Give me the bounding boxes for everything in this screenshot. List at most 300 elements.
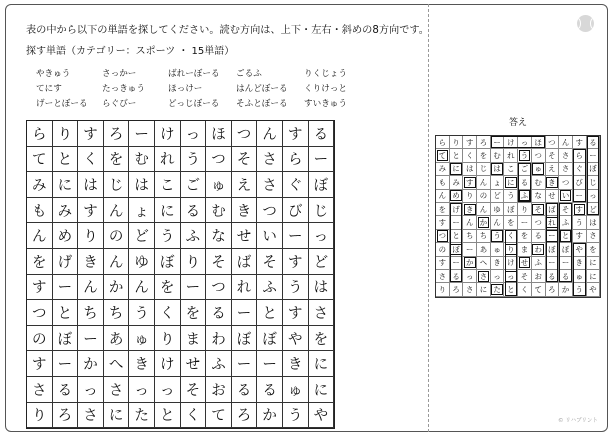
grid-cell[interactable]: せ bbox=[232, 223, 258, 249]
answer-cell: っ bbox=[587, 190, 601, 203]
answer-cell: あ bbox=[477, 243, 491, 256]
answer-cell: り bbox=[504, 243, 518, 256]
grid-cell[interactable]: す bbox=[78, 121, 104, 147]
grid-cell[interactable]: す bbox=[283, 249, 309, 275]
grid-cell[interactable]: き bbox=[129, 351, 155, 377]
answer-cell: つ bbox=[532, 149, 546, 162]
answer-cell: さ bbox=[587, 230, 601, 243]
answer-cell: す bbox=[436, 216, 450, 229]
grid-cell[interactable]: っ bbox=[181, 121, 207, 147]
grid-cell[interactable]: は bbox=[309, 275, 335, 301]
answer-cell: か bbox=[477, 216, 491, 229]
answer-cell: て bbox=[532, 283, 546, 296]
grid-cell[interactable]: り bbox=[181, 249, 207, 275]
grid-cell[interactable]: あ bbox=[104, 326, 130, 352]
answer-cell: け bbox=[504, 257, 518, 270]
answer-cell: わ bbox=[532, 243, 546, 256]
answer-cell: を bbox=[477, 149, 491, 162]
grid-cell[interactable]: ぼ bbox=[232, 326, 258, 352]
grid-cell[interactable]: も bbox=[27, 198, 53, 224]
answer-cell: ゅ bbox=[491, 243, 505, 256]
answer-cell: さ bbox=[559, 163, 573, 176]
answer-cell: そ bbox=[532, 203, 546, 216]
grid-cell[interactable]: か bbox=[257, 403, 283, 429]
grid-cell[interactable]: す bbox=[283, 300, 309, 326]
answer-cell: ぼ bbox=[504, 203, 518, 216]
grid-cell[interactable]: に bbox=[155, 198, 181, 224]
answer-cell: つ bbox=[546, 136, 560, 149]
word-item: ほっけー bbox=[168, 84, 203, 94]
grid-cell[interactable]: こ bbox=[155, 172, 181, 198]
grid-cell[interactable]: か bbox=[104, 275, 130, 301]
grid-cell[interactable]: ふ bbox=[257, 275, 283, 301]
answer-cell: の bbox=[436, 243, 450, 256]
grid-cell[interactable]: れ bbox=[232, 275, 258, 301]
grid-cell[interactable]: ぼ bbox=[53, 326, 79, 352]
answer-cell: を bbox=[518, 230, 532, 243]
cut-line-divider bbox=[428, 4, 429, 432]
answer-cell: め bbox=[450, 190, 464, 203]
answer-cell: い bbox=[559, 190, 573, 203]
answer-cell: こ bbox=[504, 163, 518, 176]
answer-cell: ん bbox=[463, 216, 477, 229]
grid-cell[interactable]: さ bbox=[104, 377, 130, 403]
grid-cell[interactable]: て bbox=[206, 403, 232, 429]
grid-cell[interactable]: ー bbox=[53, 351, 79, 377]
answer-cell: ー bbox=[450, 257, 464, 270]
grid-cell[interactable]: や bbox=[309, 403, 335, 429]
grid-cell[interactable]: じ bbox=[104, 172, 130, 198]
grid-cell[interactable]: か bbox=[78, 351, 104, 377]
grid-cell[interactable]: ぐ bbox=[283, 172, 309, 198]
grid-cell[interactable]: ん bbox=[257, 121, 283, 147]
answer-cell: す bbox=[463, 176, 477, 189]
grid-cell[interactable]: ー bbox=[181, 275, 207, 301]
answer-cell: ー bbox=[587, 149, 601, 162]
answer-cell: そ bbox=[559, 203, 573, 216]
answer-cell: せ bbox=[518, 257, 532, 270]
answer-cell: り bbox=[436, 283, 450, 296]
grid-cell[interactable]: る bbox=[257, 377, 283, 403]
grid-cell[interactable]: ん bbox=[78, 275, 104, 301]
answer-cell: に bbox=[504, 176, 518, 189]
grid-cell[interactable]: に bbox=[309, 377, 335, 403]
grid-cell[interactable]: さ bbox=[309, 300, 335, 326]
grid-cell[interactable]: り bbox=[27, 403, 53, 429]
grid-cell[interactable]: ー bbox=[129, 121, 155, 147]
grid-cell[interactable]: を bbox=[104, 147, 130, 173]
answer-cell: み bbox=[450, 176, 464, 189]
grid-cell[interactable]: ふ bbox=[206, 351, 232, 377]
answer-grid bbox=[435, 135, 601, 298]
answer-cell: ふ bbox=[559, 216, 573, 229]
grid-cell[interactable]: と bbox=[155, 403, 181, 429]
grid-cell[interactable]: つ bbox=[257, 198, 283, 224]
grid-cell[interactable]: り bbox=[155, 326, 181, 352]
answer-cell: た bbox=[491, 283, 505, 296]
answer-cell: つ bbox=[559, 176, 573, 189]
word-item: ばれーぼーる bbox=[168, 69, 220, 79]
grid-cell[interactable]: ゅ bbox=[129, 326, 155, 352]
answer-cell: う bbox=[504, 190, 518, 203]
answer-cell: お bbox=[532, 270, 546, 283]
word-list-heading: 探す単語（カテゴリー：スポーツ ・ 15単語） bbox=[26, 46, 235, 57]
answer-cell: と bbox=[450, 149, 464, 162]
answer-cell: っ bbox=[504, 270, 518, 283]
answer-cell: き bbox=[463, 203, 477, 216]
grid-cell[interactable]: ぼ bbox=[257, 326, 283, 352]
answer-cell: ん bbox=[477, 203, 491, 216]
answer-cell: は bbox=[587, 216, 601, 229]
answer-cell: つ bbox=[436, 230, 450, 243]
answer-cell: さ bbox=[559, 149, 573, 162]
grid-cell[interactable]: へ bbox=[104, 351, 130, 377]
grid-cell[interactable]: み bbox=[27, 172, 53, 198]
answer-cell: て bbox=[436, 149, 450, 162]
answer-cell: さ bbox=[477, 270, 491, 283]
answer-cell: も bbox=[436, 176, 450, 189]
answer-cell: り bbox=[463, 190, 477, 203]
answer-cell: き bbox=[546, 176, 560, 189]
answer-cell: み bbox=[436, 163, 450, 176]
grid-cell[interactable]: そ bbox=[232, 147, 258, 173]
answer-cell: ー bbox=[491, 136, 505, 149]
grid-cell[interactable]: ぼ bbox=[309, 172, 335, 198]
grid-cell[interactable]: を bbox=[27, 249, 53, 275]
grid-cell[interactable]: ば bbox=[232, 249, 258, 275]
grid-cell[interactable]: う bbox=[283, 403, 309, 429]
grid-cell[interactable]: め bbox=[53, 223, 79, 249]
grid-cell[interactable]: つ bbox=[27, 300, 53, 326]
word-item: らぐびー bbox=[102, 99, 137, 109]
answer-cell: げ bbox=[450, 203, 464, 216]
grid-cell[interactable]: ー bbox=[309, 147, 335, 173]
grid-cell[interactable]: わ bbox=[206, 326, 232, 352]
answer-cell: む bbox=[532, 176, 546, 189]
answer-cell: す bbox=[463, 136, 477, 149]
answer-cell: り bbox=[450, 136, 464, 149]
grid-cell[interactable]: つ bbox=[232, 121, 258, 147]
answer-cell: ど bbox=[491, 190, 505, 203]
answer-cell: っ bbox=[463, 270, 477, 283]
answer-cell: ゅ bbox=[573, 270, 587, 283]
answer-cell: く bbox=[518, 283, 532, 296]
answer-cell: ん bbox=[559, 136, 573, 149]
answer-cell: き bbox=[573, 257, 587, 270]
grid-cell[interactable]: き bbox=[78, 249, 104, 275]
answer-cell: ぼ bbox=[587, 163, 601, 176]
answer-cell: か bbox=[559, 283, 573, 296]
grid-cell[interactable]: ど bbox=[309, 249, 335, 275]
answer-cell: ば bbox=[546, 203, 560, 216]
word-item: さっかー bbox=[102, 69, 137, 79]
word-item: どっじぼーる bbox=[168, 99, 220, 109]
grid-cell[interactable]: る bbox=[206, 300, 232, 326]
answer-cell: れ bbox=[504, 149, 518, 162]
answer-cell: う bbox=[518, 149, 532, 162]
grid-cell[interactable]: う bbox=[155, 223, 181, 249]
grid-cell[interactable]: ろ bbox=[232, 403, 258, 429]
answer-cell: に bbox=[587, 270, 601, 283]
answer-cell: る bbox=[546, 270, 560, 283]
answer-cell: ー bbox=[573, 190, 587, 203]
answer-cell: ぼ bbox=[450, 243, 464, 256]
answer-cell: か bbox=[463, 257, 477, 270]
grid-cell[interactable]: ご bbox=[181, 172, 207, 198]
grid-cell[interactable]: け bbox=[155, 351, 181, 377]
grid-cell[interactable]: ち bbox=[78, 300, 104, 326]
answer-cell: れ bbox=[546, 216, 560, 229]
answer-cell: び bbox=[573, 176, 587, 189]
answer-cell: は bbox=[491, 163, 505, 176]
answer-cell: せ bbox=[546, 190, 560, 203]
answer-cell: じ bbox=[587, 176, 601, 189]
grid-cell[interactable]: ま bbox=[181, 326, 207, 352]
grid-cell[interactable]: を bbox=[181, 300, 207, 326]
grid-cell[interactable]: そ bbox=[206, 249, 232, 275]
grid-cell[interactable]: み bbox=[53, 198, 79, 224]
credit-text: © リハプリント bbox=[558, 418, 598, 424]
grid-cell[interactable]: く bbox=[155, 300, 181, 326]
answer-cell: り bbox=[518, 203, 532, 216]
answer-cell: ら bbox=[436, 136, 450, 149]
grid-cell[interactable]: う bbox=[181, 147, 207, 173]
grid-cell[interactable]: ろ bbox=[53, 403, 79, 429]
answer-cell: ん bbox=[491, 216, 505, 229]
grid-cell[interactable]: の bbox=[104, 223, 130, 249]
answer-cell: す bbox=[436, 257, 450, 270]
grid-cell[interactable]: ゅ bbox=[206, 172, 232, 198]
answer-cell: う bbox=[491, 230, 505, 243]
grid-cell[interactable]: す bbox=[27, 275, 53, 301]
grid-cell[interactable]: っ bbox=[129, 377, 155, 403]
grid-cell[interactable]: を bbox=[309, 326, 335, 352]
puzzle-grid bbox=[26, 120, 335, 429]
grid-cell[interactable]: さ bbox=[27, 377, 53, 403]
grid-cell[interactable]: じ bbox=[309, 198, 335, 224]
answer-cell: す bbox=[573, 136, 587, 149]
grid-cell[interactable]: ふ bbox=[181, 223, 207, 249]
answer-cell: ー bbox=[559, 257, 573, 270]
grid-cell[interactable]: ゆ bbox=[129, 249, 155, 275]
grid-cell[interactable]: ぼ bbox=[155, 249, 181, 275]
grid-cell[interactable]: む bbox=[129, 147, 155, 173]
answer-cell: ー bbox=[463, 243, 477, 256]
grid-cell[interactable]: や bbox=[283, 326, 309, 352]
grid-cell[interactable]: る bbox=[309, 121, 335, 147]
grid-cell[interactable]: を bbox=[155, 275, 181, 301]
grid-cell[interactable]: ち bbox=[104, 300, 130, 326]
answer-cell: ふ bbox=[532, 257, 546, 270]
answer-cell: そ bbox=[546, 149, 560, 162]
grid-cell[interactable]: う bbox=[283, 275, 309, 301]
answer-cell: ま bbox=[518, 243, 532, 256]
grid-cell[interactable]: む bbox=[206, 198, 232, 224]
grid-cell[interactable]: て bbox=[27, 147, 53, 173]
answer-cell: ろ bbox=[546, 283, 560, 296]
grid-cell[interactable]: お bbox=[206, 377, 232, 403]
grid-cell[interactable]: る bbox=[232, 377, 258, 403]
grid-cell[interactable]: り bbox=[53, 121, 79, 147]
answer-cell: す bbox=[573, 203, 587, 216]
word-item: そふとぼーる bbox=[236, 99, 288, 109]
grid-cell[interactable]: ろ bbox=[104, 121, 130, 147]
answer-cell: ぼ bbox=[546, 243, 560, 256]
grid-cell[interactable]: つ bbox=[206, 275, 232, 301]
word-item: はんどぼーる bbox=[236, 84, 288, 94]
answer-cell: を bbox=[436, 203, 450, 216]
grid-cell[interactable]: さ bbox=[78, 403, 104, 429]
grid-cell[interactable]: さ bbox=[257, 147, 283, 173]
answer-cell: っ bbox=[491, 270, 505, 283]
grid-cell[interactable]: そ bbox=[181, 377, 207, 403]
word-item: たっきゅう bbox=[102, 84, 145, 94]
answer-cell: う bbox=[573, 283, 587, 296]
grid-cell[interactable]: え bbox=[232, 172, 258, 198]
answer-cell: ぼ bbox=[559, 243, 573, 256]
grid-cell[interactable]: は bbox=[129, 172, 155, 198]
answer-cell: ち bbox=[463, 230, 477, 243]
grid-cell[interactable]: と bbox=[53, 147, 79, 173]
answer-cell: ー bbox=[546, 257, 560, 270]
grid-cell[interactable]: ょ bbox=[129, 198, 155, 224]
word-list bbox=[36, 67, 366, 112]
grid-cell[interactable]: い bbox=[257, 223, 283, 249]
answer-cell: ど bbox=[587, 203, 601, 216]
answer-cell: む bbox=[491, 149, 505, 162]
answer-cell: と bbox=[504, 283, 518, 296]
answer-cell: ち bbox=[477, 230, 491, 243]
grid-cell[interactable]: き bbox=[283, 351, 309, 377]
grid-cell[interactable]: の bbox=[27, 326, 53, 352]
grid-cell[interactable]: ゅ bbox=[283, 377, 309, 403]
grid-cell[interactable]: ほ bbox=[206, 121, 232, 147]
answer-cell: つ bbox=[532, 216, 546, 229]
grid-cell[interactable]: に bbox=[104, 403, 130, 429]
answer-cell: ー bbox=[546, 230, 560, 243]
answer-cell: け bbox=[504, 136, 518, 149]
grid-cell[interactable]: く bbox=[78, 147, 104, 173]
answer-cell: に bbox=[450, 163, 464, 176]
grid-cell[interactable]: と bbox=[257, 300, 283, 326]
answer-cell: ご bbox=[518, 163, 532, 176]
answer-cell: に bbox=[477, 283, 491, 296]
grid-cell[interactable]: ー bbox=[257, 351, 283, 377]
answer-cell: ふ bbox=[518, 190, 532, 203]
answer-title: 答え bbox=[509, 118, 528, 128]
grid-cell[interactable]: せ bbox=[181, 351, 207, 377]
grid-cell[interactable]: ら bbox=[283, 147, 309, 173]
grid-cell[interactable]: げ bbox=[53, 249, 79, 275]
grid-cell[interactable]: ー bbox=[53, 275, 79, 301]
grid-cell[interactable]: り bbox=[78, 223, 104, 249]
word-item: りくじょう bbox=[304, 69, 347, 79]
answer-cell: な bbox=[532, 190, 546, 203]
answer-cell: や bbox=[587, 283, 601, 296]
answer-cell: ゅ bbox=[532, 163, 546, 176]
answer-cell: く bbox=[463, 149, 477, 162]
answer-cell: を bbox=[587, 243, 601, 256]
grid-cell[interactable]: く bbox=[181, 403, 207, 429]
grid-cell[interactable]: ん bbox=[104, 198, 130, 224]
answer-cell: と bbox=[559, 230, 573, 243]
grid-cell[interactable]: き bbox=[232, 198, 258, 224]
answer-cell: じ bbox=[477, 163, 491, 176]
grid-cell[interactable]: に bbox=[309, 351, 335, 377]
word-item: てにす bbox=[36, 84, 62, 94]
answer-cell: ゆ bbox=[491, 203, 505, 216]
grid-cell[interactable]: す bbox=[283, 121, 309, 147]
grid-cell[interactable]: す bbox=[78, 198, 104, 224]
answer-cell: ー bbox=[518, 216, 532, 229]
grid-cell[interactable]: び bbox=[283, 198, 309, 224]
answer-cell: ょ bbox=[491, 176, 505, 189]
grid-cell[interactable]: ん bbox=[104, 249, 130, 275]
grid-cell[interactable]: ど bbox=[129, 223, 155, 249]
answer-cell: さ bbox=[436, 270, 450, 283]
answer-cell: の bbox=[477, 190, 491, 203]
word-item: げーとぼーる bbox=[36, 99, 88, 109]
answer-cell: っ bbox=[518, 136, 532, 149]
word-item: すいきゅう bbox=[304, 99, 347, 109]
answer-cell: き bbox=[491, 257, 505, 270]
baseball-icon bbox=[577, 15, 594, 32]
answer-cell: に bbox=[587, 257, 601, 270]
grid-cell[interactable]: ん bbox=[27, 223, 53, 249]
grid-cell[interactable]: ー bbox=[283, 223, 309, 249]
grid-cell[interactable]: っ bbox=[309, 223, 335, 249]
answer-cell: ろ bbox=[477, 136, 491, 149]
answer-cell: ぐ bbox=[573, 163, 587, 176]
answer-cell: ろ bbox=[450, 283, 464, 296]
answer-cell: ん bbox=[436, 190, 450, 203]
answer-cell: る bbox=[587, 136, 601, 149]
grid-cell[interactable]: た bbox=[129, 403, 155, 429]
answer-cell: え bbox=[546, 163, 560, 176]
grid-cell[interactable]: る bbox=[181, 198, 207, 224]
answer-cell: を bbox=[504, 216, 518, 229]
grid-cell[interactable]: ー bbox=[232, 351, 258, 377]
grid-cell[interactable]: そ bbox=[257, 249, 283, 275]
grid-cell[interactable]: れ bbox=[155, 147, 181, 173]
grid-cell[interactable]: さ bbox=[257, 172, 283, 198]
word-item: やきゅう bbox=[36, 69, 71, 79]
answer-cell: す bbox=[573, 230, 587, 243]
grid-cell[interactable]: っ bbox=[155, 377, 181, 403]
answer-cell: と bbox=[450, 230, 464, 243]
grid-cell[interactable]: す bbox=[27, 351, 53, 377]
answer-cell: る bbox=[450, 270, 464, 283]
grid-cell[interactable]: ん bbox=[129, 275, 155, 301]
grid-cell[interactable]: る bbox=[53, 377, 79, 403]
grid-cell[interactable]: け bbox=[155, 121, 181, 147]
answer-cell: く bbox=[504, 230, 518, 243]
grid-cell[interactable]: と bbox=[53, 300, 79, 326]
grid-cell[interactable]: ー bbox=[232, 300, 258, 326]
grid-cell[interactable]: う bbox=[129, 300, 155, 326]
answer-cell: ー bbox=[450, 216, 464, 229]
word-item: ごるふ bbox=[236, 69, 262, 79]
grid-cell[interactable]: ら bbox=[27, 121, 53, 147]
grid-cell[interactable]: つ bbox=[206, 147, 232, 173]
grid-cell[interactable]: ー bbox=[78, 326, 104, 352]
grid-cell[interactable]: は bbox=[78, 172, 104, 198]
answer-cell: へ bbox=[477, 257, 491, 270]
grid-cell[interactable]: っ bbox=[78, 377, 104, 403]
grid-cell[interactable]: に bbox=[53, 172, 79, 198]
answer-cell: そ bbox=[518, 270, 532, 283]
grid-cell[interactable]: な bbox=[206, 223, 232, 249]
